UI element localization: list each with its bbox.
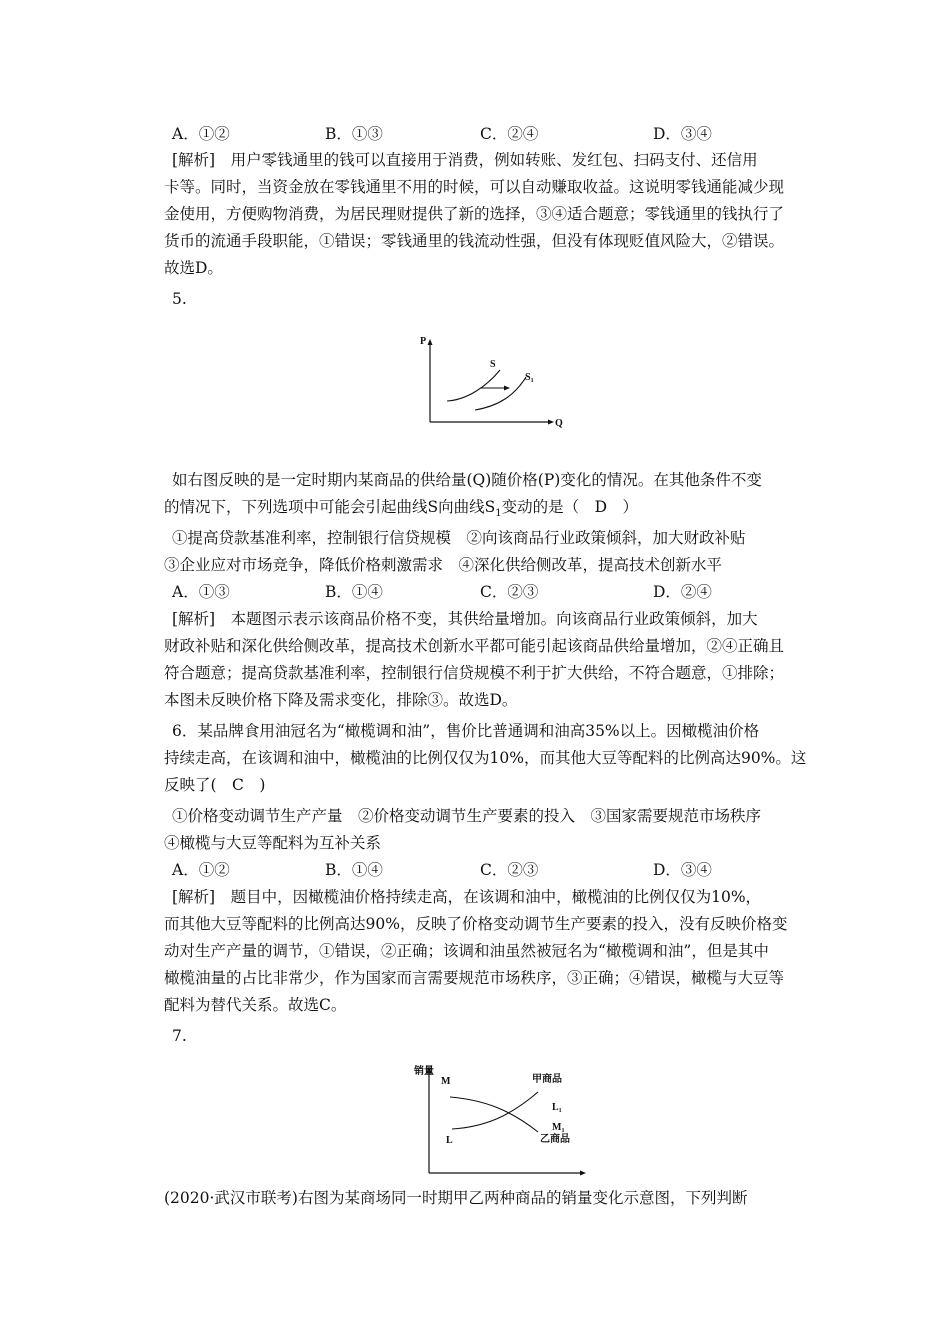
curve-s-label: S [490, 359, 496, 370]
q5-statement: ③企业应对市场竞争，降低价格刺激需求 ④深化供给侧改革，提高技术创新水平 [164, 556, 723, 574]
x-axis-arrow-icon [548, 420, 554, 425]
q6-option-b: B．①④ [325, 861, 383, 879]
q5-option-c: C．②③ [480, 583, 539, 601]
label-l: L [446, 1135, 453, 1146]
q5-analysis-line: 符合题意；提高贷款基准利率，控制银行信贷规模不利于扩大供给，不符合题意，①排除； [164, 664, 785, 682]
curve-s1 [475, 377, 526, 410]
x-axis-label: Q [555, 418, 563, 429]
q6-analysis-line: 而其他大豆等配料的比例高达90%，反映了价格变动调节生产要素的投入，没有反映价格变 [164, 915, 788, 933]
label-m1: $M_1$ [552, 1122, 565, 1134]
label-m: M [441, 1076, 451, 1087]
q6-stem-line: 反映了( C ) [164, 776, 266, 794]
sales-volume-graph [410, 1062, 590, 1180]
q6-analysis-line: 动对生产产量的调节，①错误，②正确；该调和油虽然被冠名为“橄榄调和油”，但是其中 [164, 942, 769, 960]
supply-curve-graph [415, 330, 565, 430]
y-axis-label: 销量 [414, 1066, 434, 1077]
label-product-b: 乙商品 [540, 1134, 570, 1145]
q6-analysis-line: 橄榄油量的占比非常少，作为国家而言需要规范市场秩序，③正确；④错误，橄榄与大豆等 [164, 969, 785, 987]
label-product-a: 甲商品 [532, 1074, 562, 1085]
q5-stem-line: 如右图反映的是一定时期内某商品的供给量(Q)随价格(P)变化的情况。在其他条件不变 [172, 471, 762, 489]
q5-number: 5. [172, 290, 187, 308]
q4-analysis-line: 故选D。 [164, 259, 223, 277]
q4-analysis-line: [解析] 用户零钱通里的钱可以直接用于消费，例如转账、发红包、扫码支付、还信用 [172, 151, 758, 169]
curve-l-l1 [452, 1092, 538, 1129]
q7-number: 7. [172, 1027, 187, 1045]
x-axis-arrow-icon [580, 1171, 586, 1176]
q4-option-d: D．③④ [653, 125, 712, 143]
curve-s [447, 370, 500, 401]
q6-stem-line: 持续走高，在该调和油中，橄榄油的比例仅仅为10%，而其他大豆等配料的比例高达90%。这 [164, 749, 807, 767]
q5-analysis-line: [解析] 本题图示表示该商品价格不变，其供给量增加。向该商品行业政策倾斜，加大 [172, 610, 758, 628]
q4-option-a: A．①② [172, 125, 230, 143]
q4-analysis-line: 货币的流通手段职能，①错误；零钱通里的钱流动性强，但没有体现贬值风险大，②错误。 [164, 232, 785, 250]
q4-analysis-line: 卡等。同时，当资金放在零钱通里不用的时候，可以自动赚取收益。这说明零钱通能减少现 [164, 178, 785, 196]
q6-stem-line: 6．某品牌食用油冠名为“橄榄调和油”，售价比普通调和油高35%以上。因橄榄油价格 [172, 722, 760, 740]
q7-stem-line: (2020·武汉市联考)右图为某商场同一时期甲乙两种商品的销量变化示意图，下列判断 [164, 1189, 748, 1207]
q5-option-b: B．①④ [325, 583, 383, 601]
q6-option-a: A．①② [172, 861, 230, 879]
y-axis-arrow-icon [428, 339, 433, 345]
q6-option-d: D．③④ [653, 861, 712, 879]
y-axis-label: P [420, 336, 427, 347]
q6-analysis-line: [解析] 题目中，因橄榄油价格持续走高，在该调和油中，橄榄油的比例仅仅为10%， [172, 888, 762, 906]
q5-statement: ①提高贷款基准利率，控制银行信贷规模 ②向该商品行业政策倾斜，加大财政补贴 [172, 529, 746, 547]
q5-option-d: D．②④ [653, 583, 712, 601]
q4-analysis-line: 金使用，方便购物消费，为居民理财提供了新的选择，③④适合题意；零钱通里的钱执行了 [164, 205, 785, 223]
curve-s1-label: $S_1$ [525, 372, 534, 384]
q5-option-a: A．①③ [172, 583, 230, 601]
q6-statement: ④橄榄与大豆等配料为互补关系 [164, 834, 382, 852]
q6-analysis-line: 配料为替代关系。故选C。 [164, 996, 347, 1014]
q5-analysis-line: 财政补贴和深化供给侧改革，提高技术创新水平都可能引起该商品供给量增加，②④正确且 [164, 637, 785, 655]
q5-analysis-line: 本图未反映价格下降及需求变化，排除③。故选D。 [164, 691, 518, 709]
q4-option-b: B．①③ [325, 125, 383, 143]
q6-option-c: C．②③ [480, 861, 539, 879]
shift-arrow-head-icon [504, 386, 510, 391]
q5-stem-line: 的情况下，下列选项中可能会引起曲线S向曲线$S_1$变动的是（ D ） [164, 498, 639, 520]
label-l1: $L_1$ [552, 1102, 562, 1114]
q4-option-c: C．②④ [480, 125, 539, 143]
q6-statement: ①价格变动调节生产产量 ②价格变动调节生产要素的投入 ③国家需要规范市场秩序 [172, 807, 762, 825]
